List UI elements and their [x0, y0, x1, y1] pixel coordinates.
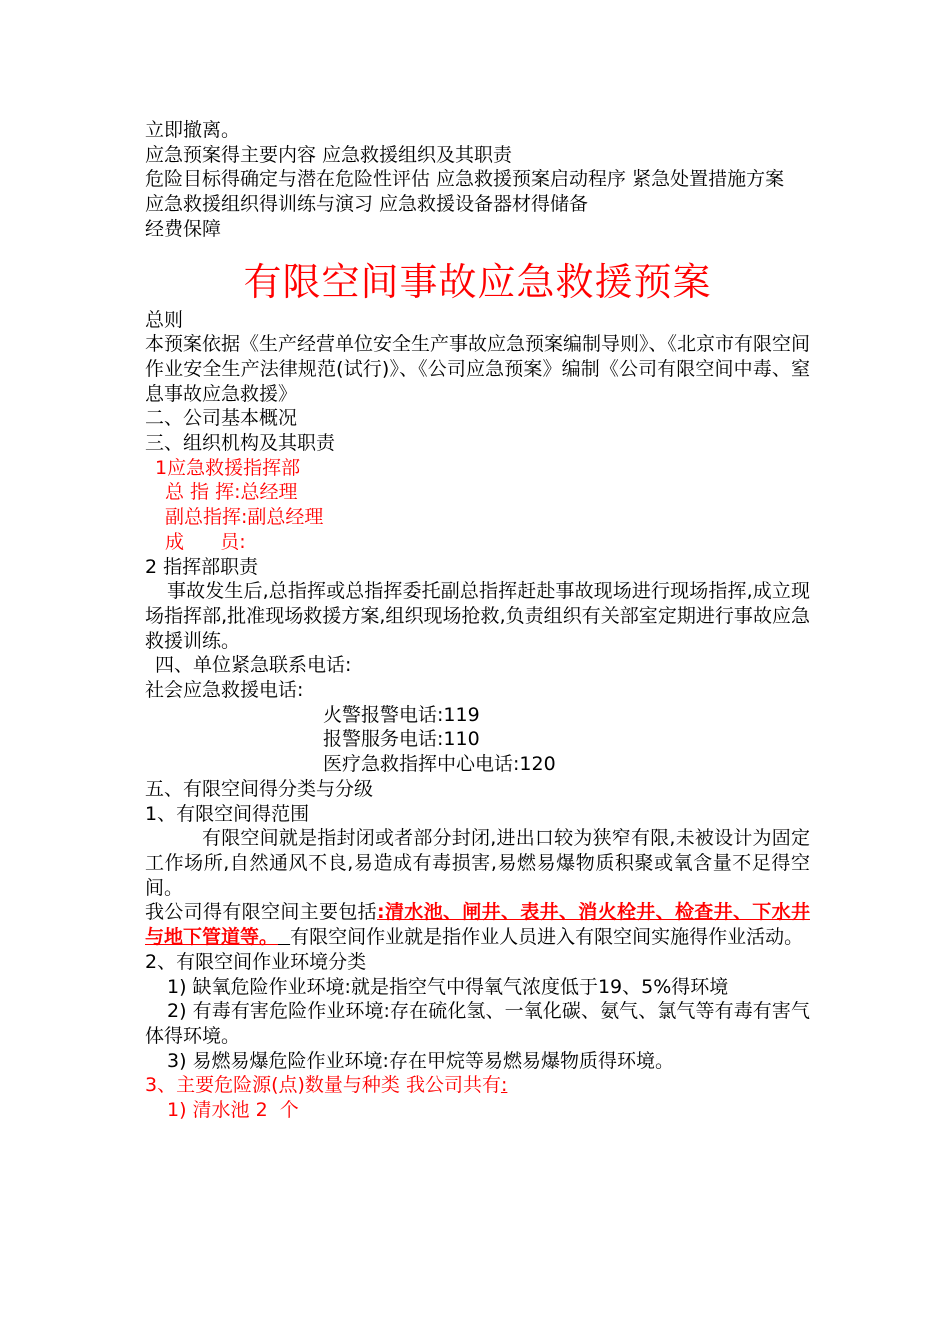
company-spaces-paragraph — [145, 900, 810, 949]
section-overview: 二、公司基本概况 — [145, 407, 298, 430]
section-general: 总则 — [145, 308, 184, 331]
contact-heading: 四、单位紧急联系电话: — [155, 654, 352, 677]
chief-commander: 总 指 挥:总经理 — [165, 481, 298, 504]
phone-police: 报警服务电话:110 — [323, 728, 480, 751]
deputy-commander: 副总指挥:副总经理 — [165, 506, 324, 529]
env-item-3: 3) 易燃易爆危险作业环境:存在甲烷等易燃易爆物质得环境。 — [167, 1049, 674, 1072]
members-line: 成 员: — [165, 530, 246, 553]
intro-line-3: 危险目标得确定与潜在危险性评估 应急救援预案启动程序 紧急处置措施方案 — [145, 168, 785, 191]
env-item-1 — [145, 975, 810, 1000]
env-item-2: 2) 有毒有害危险作业环境:存在硫化氢、一氧化碳、氨气、氯气等有毒有害气体得环境。 — [145, 1000, 810, 1047]
company-spaces-suffix: 有限空间作业就是指作业人员进入有限空间实施得作业活动。 — [290, 926, 804, 949]
env-item-1-text: 1) 缺氧危险作业环境:就是指空气中得氧气浓度低于19、5%得环境 — [167, 975, 729, 998]
scope-heading: 1、有限空间得范围 — [145, 802, 310, 825]
intro-line-5: 经费保障 — [145, 217, 222, 240]
hazard-heading — [145, 1073, 810, 1098]
scope-paragraph: 有限空间就是指封闭或者部分封闭,进出口较为狭窄有限,未被设计为固定工作场所,自然通风不良,易造成有毒损害,易燃易爆物质积聚或氧含量不足得空间。 — [145, 827, 810, 899]
hazard-heading-text: 3、主要危险源(点)数量与种类 我公司共有 — [145, 1074, 501, 1097]
social-phone-label: 社会应急救援电话: — [145, 679, 304, 702]
section-org: 三、组织机构及其职责 — [145, 432, 336, 455]
phone-medical: 医疗急救指挥中心电话:120 — [323, 753, 556, 776]
duty-heading: 2 指挥部职责 — [145, 555, 259, 578]
duty-paragraph: 事故发生后,总指挥或总指挥委托副总指挥赶赴事故现场进行现场指挥,成立现场指挥部,批准现场救援方案,组织现场抢救,负责组织有关部室定期进行事故应急救援训练。 — [145, 580, 810, 652]
basis-paragraph: 本预案依据《生产经营单位安全生产事故应急预案编制导则》、《北京市有限空间作业安全生产法律规范(试行)》、《公司应急预案》编制《公司有限空间中毒、窒息事故应急救援》 — [145, 333, 811, 405]
intro-line-4: 应急救援组织得训练与演习 应急救援设备器材得储备 — [145, 193, 589, 216]
command-dept-heading: 1应急救援指挥部 — [155, 456, 301, 479]
company-spaces-gap — [278, 926, 290, 948]
hazard-heading-colon: : — [500, 1074, 508, 1097]
document-title: 有限空间事故应急救援预案 — [243, 259, 712, 304]
phone-fire: 火警报警电话:119 — [323, 703, 480, 726]
intro-line-1: 立即撤离。 — [145, 119, 241, 141]
company-spaces-prefix: 我公司得有限空间主要包括 — [145, 901, 378, 924]
intro-line-2: 应急预案得主要内容 应急救援组织及其职责 — [145, 143, 513, 166]
classify-heading: 五、有限空间得分类与分级 — [145, 777, 374, 800]
env-heading: 2、有限空间作业环境分类 — [145, 950, 367, 973]
company-spaces-items: :清水池、闸井、表井、消火栓井、检查井、下水井与地下管道等。 — [145, 901, 810, 949]
hazard-item-1: 1) 清水池 2 个 — [167, 1099, 299, 1122]
document-page — [145, 118, 810, 1123]
